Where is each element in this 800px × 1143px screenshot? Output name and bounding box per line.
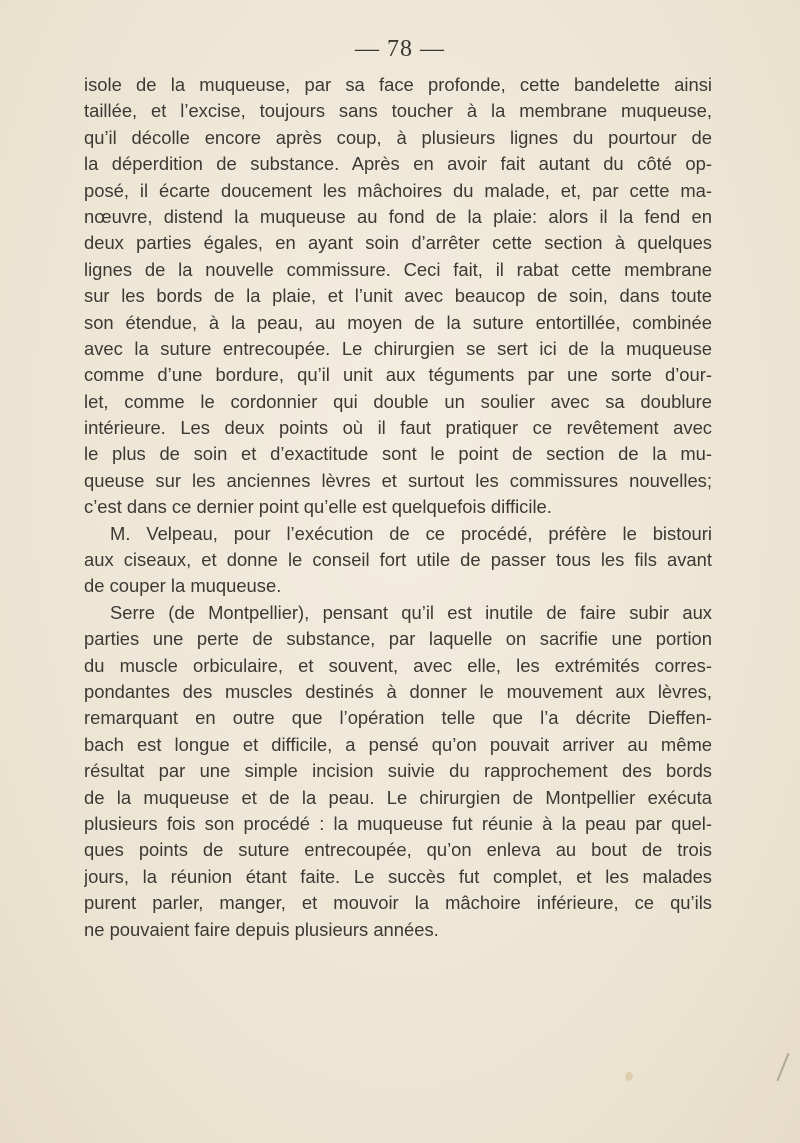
text-line: sur les bords de la plaie, et l’unit avec beaucop de soin, dans toute	[84, 285, 712, 307]
text-line: comme d’une bordure, qu’il unit aux téguments par une sorte d’our-	[84, 364, 712, 386]
text-line: c’est dans ce dernier point qu’elle est quelquefois difficile.	[84, 496, 552, 518]
text-line: parties une perte de substance, par laquelle on sacrifie une portion	[84, 628, 712, 650]
paper-stain	[625, 1072, 633, 1081]
text-line: jours, la réunion étant faite. Le succès fut complet, et les malades	[84, 865, 712, 887]
text-line: son étendue, à la peau, au moyen de la suture entortillée, combinée	[84, 311, 712, 333]
text-line: du muscle orbiculaire, et souvent, avec elle, les extrémités corres-	[84, 654, 712, 676]
text-line: bach est longue et difficile, a pensé qu’on pouvait arriver au même	[84, 733, 712, 755]
text-line: ques points de suture entrecoupée, qu’on enleva au bout de trois	[84, 839, 712, 861]
text-line: de la muqueuse et de la peau. Le chirurgien de Montpellier exécuta	[84, 786, 712, 808]
text-line: queuse sur les anciennes lèvres et surtout les commissures nouvelles;	[84, 469, 712, 491]
text-line: intérieure. Les deux points où il faut pratiquer ce revêtement avec	[84, 417, 712, 439]
text-line: de couper la muqueuse.	[84, 575, 282, 597]
text-line: pondantes des muscles destinés à donner le mouvement aux lèvres,	[84, 680, 712, 702]
text-line: M. Velpeau, pour l’exécution de ce procédé, préfère le bistouri	[110, 522, 712, 544]
text-line: nœuvre, distend la muqueuse au fond de la plaie: alors il la fend en	[84, 205, 712, 227]
text-line: posé, il écarte doucement les mâchoires du malade, et, par cette ma-	[84, 179, 712, 201]
text-line: deux parties égales, en ayant soin d’arrêter cette section à quelques	[84, 232, 712, 254]
text-line: isole de la muqueuse, par sa face profonde, cette bandelette ainsi	[84, 74, 712, 95]
text-line: aux ciseaux, et donne le conseil fort utile de passer tous les fils avant	[84, 549, 712, 571]
text-line: let, comme le cordonnier qui double un soulier avec sa doublure	[84, 390, 712, 412]
text-line: ne pouvaient faire depuis plusieurs années.	[84, 918, 439, 940]
text-line: Serre (de Montpellier), pensant qu’il est inutile de faire subir aux	[110, 601, 712, 623]
text-line: taillée, et l’excise, toujours sans toucher à la membrane muqueuse,	[84, 100, 712, 122]
text-line: la déperdition de substance. Après en avoir fait autant du côté op-	[84, 153, 712, 175]
text-line: le plus de soin et d’exactitude sont le point de section de la mu-	[84, 443, 712, 465]
text-line: plusieurs fois son procédé : la muqueuse fut réunie à la peau par quel-	[84, 812, 712, 834]
text-line: purent parler, manger, et mouvoir la mâchoire inférieure, ce qu’ils	[84, 892, 712, 914]
page-number: — 78 —	[355, 36, 445, 62]
body-text	[84, 72, 712, 943]
text-line: remarquant en outre que l’opération telle que l’a décrite Dieffen-	[84, 707, 712, 729]
text-line: résultat par une simple incision suivie du rapprochement des bords	[84, 760, 712, 782]
text-line: lignes de la nouvelle commissure. Ceci fait, il rabat cette membrane	[84, 258, 712, 280]
text-line: qu’il décolle encore après coup, à plusieurs lignes du pourtour de	[84, 126, 712, 148]
text-line: avec la suture entrecoupée. Le chirurgien se sert ici de la muqueuse	[84, 337, 712, 359]
margin-pencil-mark	[776, 1053, 789, 1082]
